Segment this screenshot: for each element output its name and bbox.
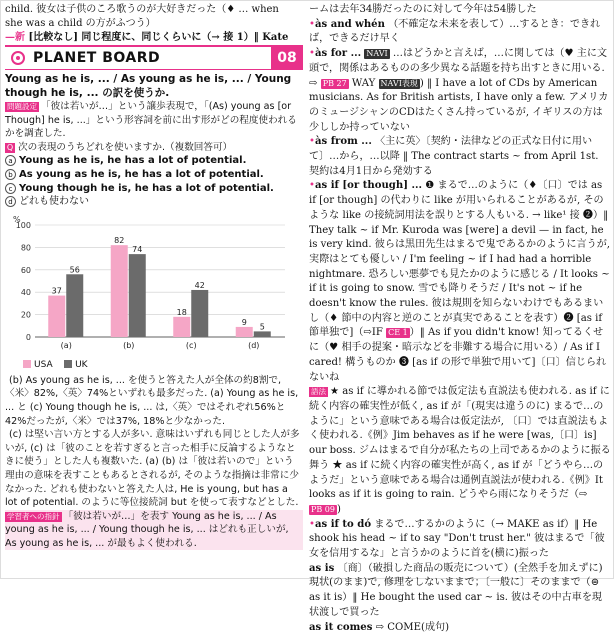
planet-icon [11,51,25,65]
data-label: 18 [176,307,187,317]
x-tick-label: (d) [248,340,260,350]
y-tick-label: 0 [25,332,31,342]
bar-uk-2 [191,290,208,337]
usage-note: 語法 ★ as if に導かれる節では仮定法も直説法も使われる. as if に続く内容の確実性が低く, as if が「(現実は違うのに) まるで…のように」という意味である場合は仮定法が, 〔口〕では直説法もよく使われる.《例》Jim behaves as if he were [was,〔口〕is] our boss. ジムはまるで自分が私たちの上司であるかのように振る舞う ★ as if に続く内容の確実性が高く, as if が「どうやら…のようだ」という意味である場合は通例直説法が使われる.《例》It looks as if it is going to rain. どうやら雨になりそうだ（⇨ PB 09 ) [309,386,611,515]
bar-chart [5,211,303,359]
bar-usa-0 [48,295,65,336]
phrase-as-it-comes: as it comes ⇨ COME(成句) [309,621,450,633]
bar-uk-1 [129,254,146,337]
x-tick-label: (b) [123,340,135,350]
legend-usa-label: USA [34,359,53,370]
choice-c: c Young though he is, he has a lot of potential. [5,182,303,196]
y-tick-label: 100 [15,220,31,230]
legend-uk-swatch [64,360,72,368]
phrase-as-is: as is 〔商〕（破損した商品の販売について）(全然手を加えずに) 現状(のまま)で, 修理をしないままで；〔一般に〕そのままで（⊜ as it is）‖ He bought the used car ~ is. 彼はその中古車を現状渡しで買った [309,562,603,618]
bar-usa-1 [111,245,128,337]
bar-usa-3 [236,327,253,337]
right-column [309,3,611,633]
phrase-as-if-to-do: •as if to dó まるで…するかのように（→ MAKE as if）‖ He shook his head ~ if to say "Don't trust her." 彼はまるで「彼女を信用するな」と言うかのように首を(横に)振った [309,518,605,560]
entry-line: —新 [比較なし] 同じ程度に、同じくらいに（→ 接 1）‖ Kate [5,32,289,43]
planet-board-title: PLANET BOARD [33,50,161,66]
planet-board-header [5,45,303,70]
data-label: 56 [69,265,80,275]
y-axis-label: % [13,214,21,224]
setting-paragraph: 問題設定 「彼は若いが…」という譲歩表現で，「(As) young as [or Though] he is, ...」という形容詞を前に出す形がどの程度使われるかを調査した. [5,101,297,140]
left-column [5,3,303,578]
choice-a: a Young as he is, he has a lot of potential. [5,154,303,168]
data-label: 82 [114,235,125,245]
x-tick-label: (c) [185,340,197,350]
phrase-as-if: •as if [or though] ... ❶ まるで…のように（♦〔口〕では as if [or though] の代わりに like が用いられることがあるが, そのような like の接続詞用法を誤りとする人もいる. → like¹ 接 ❷）‖ They talk ~ if Mr. Kuroda was [were] a devil — in fact, he is very kind. 彼らは黒田先生はまるで鬼であるかのように言うが, 実際はとても優しい / I'm feeling ~ if I had had a horrible nightmare. 恐ろしい悪夢でも見たかのように感じる / It looks ~ if it is going to snow. 雪でも降りそうだ / It's not ~ if he doesn't know the rules. 彼は規則を知らないわけでもあるまいし（♦ 節中の内容と逆のことが真実であることを表す）❷ [as if 節単独で]（⇨IF CE 1 ）‖ As if you didn't know! 知ってるくせに（♥ 相手の提案・暗示などを非難する場合に用いる）/ As if I cared! 構うものか ❸ [as if の形で単独で用いて]〔口〕信じられないね [309,180,611,383]
entry-line: child. 彼女は子供のころ歌うのが大好きだった（♦ … when [5,4,279,15]
data-label: 74 [132,244,143,254]
x-tick-label: (a) [60,340,72,350]
phrase-as-for: •às for ... NAVI …はどうかと言えば，…に関しては（♥ 主に文頭で，関係はあるものの多少異なる話題を持ち出すときに用いる. ⇨ PB 27 WAY NAVI表現 ) ‖ I have a lot of CDs by American musicians. As for British artists, I have only a few. アメリカのミュージシャンのCDはたくさん持っているが, イギリスの方は少ししか持っていない [309,48,609,133]
choice-list [5,154,303,208]
y-tick-label: 80 [20,243,31,253]
analysis-paragraph: (b) As young as he is, ... を使うと答えた人が全体の約8割で,〈米〉82%,〈英〉74%といずれも最多だった. (a) Young as he is, ... と (c) Young though he is, ... は,〈英〉ではそれぞれ56%と42%だったが,〈米〉では37%, 18%と少なかった. [5,374,299,427]
data-label: 9 [241,317,247,327]
entry-line: she was a child の方がふつう） [5,18,156,29]
learner-guideline: 学習者への指針 「彼は若いが…」を表す Young as he is, ... / As young as he is, ... / Young though he is, ... はどれも正しいが, As young as he is, ... が最もよく使われる. [5,510,303,551]
survey-question: Q 次の表現のうちどれを使いますか.（複数回答可） [6,141,233,153]
phrase-as-from: •às from ... 〈主に英〉〔契約・法律などの正式な日付に用いて〕…から，…以降 ‖ The contract starts ~ from April 1st. 契約は4月1日から発効する [309,136,599,177]
phrase-as-and-when: •às and whén （不確定な未来を表して）…するとき：できれば，できるだけ早く [309,18,601,45]
bar-uk-0 [66,274,83,337]
chart-legend [23,359,303,371]
bar-uk-3 [254,331,271,337]
data-label: 42 [194,280,205,290]
legend-uk-label: UK [75,359,88,370]
y-tick-label: 60 [20,265,31,275]
entry-continuation [5,3,303,45]
planet-board-number: 08 [271,47,303,69]
data-label: 5 [259,322,265,332]
bar-chart-svg [5,211,295,359]
y-tick-label: 20 [20,310,31,320]
analysis-paragraph: (c) は堅い言い方とする人が多い. 意味はいずれも同じとした人が多いが, (c) は「彼のことを若すぎると言った相手に反論するようなときに使う」とした人も複数いた. (a) (b) は「彼は若いので」という理由の意味を表すこともあるとされるが, そのような指摘は非常に少なかった. どれも使わないと答えた人は, He is young, but has a lot of potential. のように等位接続詞 but を使って表すなどとした. [5,429,300,509]
entry-line: ームは去年34勝だったのに対して今年は54勝した [309,4,537,15]
board-question: Young as he is, ... / As young as he is, ... / Young though he is, ... の訳を使うか. [5,73,292,99]
choice-b: b As young as he is, he has a lot of potential. [5,168,303,182]
bar-usa-2 [173,317,190,337]
data-label: 37 [51,286,62,296]
y-tick-label: 40 [20,287,31,297]
legend-usa-swatch [23,360,31,368]
new-marker: —新 [5,32,25,43]
choice-d: d どれも使わない [5,195,303,209]
